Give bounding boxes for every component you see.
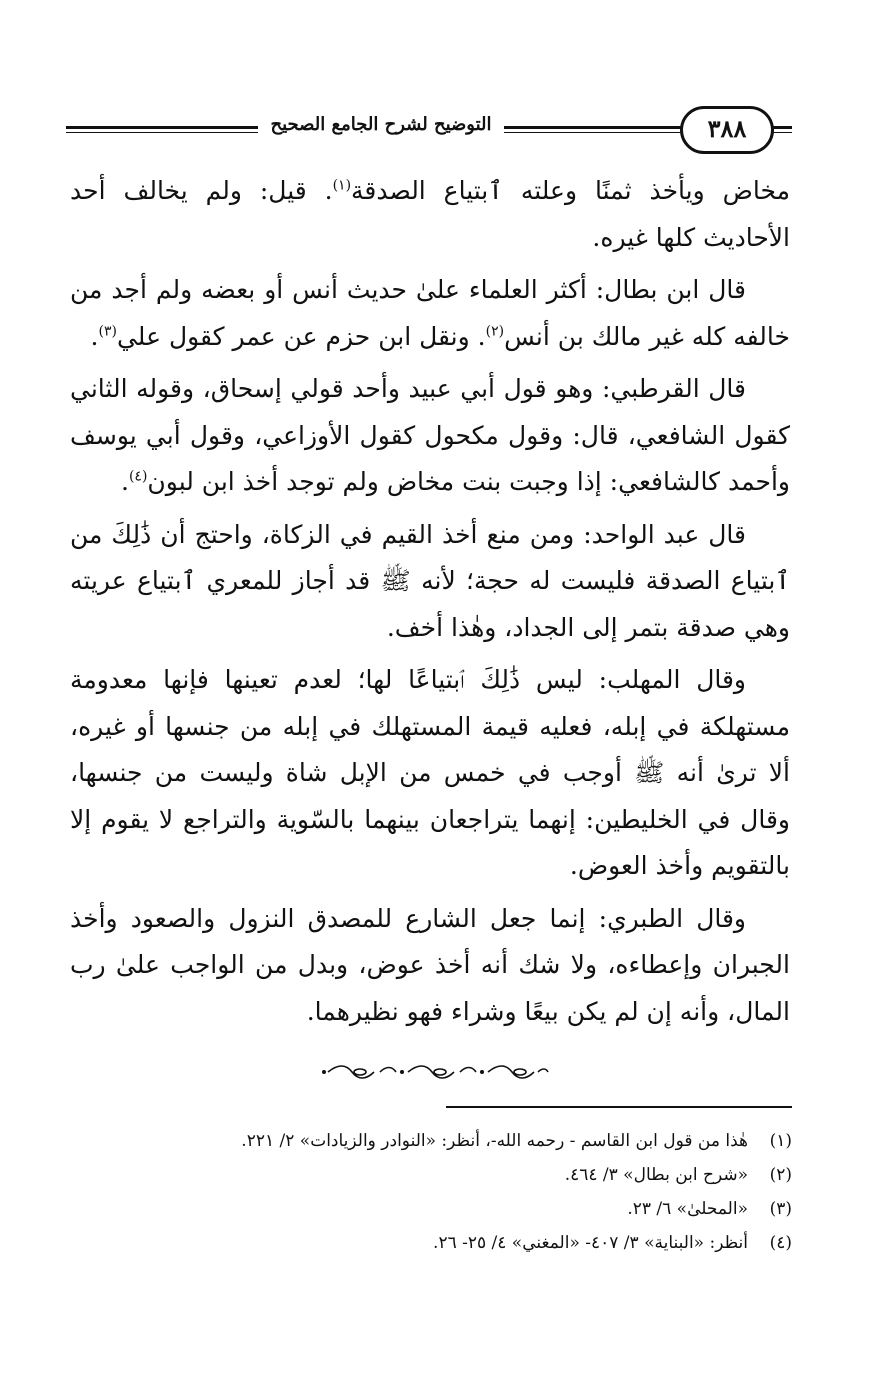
- paragraph-text: وقال الطبري: إنما جعل الشارع للمصدق النزول والصعود وأخذ الجبران وإعطاءه، ولا شك أنه أخذ عوض، وبدل من الواجب علىٰ رب المال، وأنه إن لم يكن بيعًا وشراء فهو نظيرهما.: [70, 903, 790, 1026]
- footnote-ref-4[interactable]: (٤): [128, 468, 148, 485]
- book-title-text: التوضيح لشرح الجامع الصحيح: [258, 114, 503, 135]
- paragraph-3: [70, 366, 790, 506]
- page-header: [66, 100, 792, 156]
- paragraph-5: [70, 657, 790, 890]
- footnote-separator: [446, 1106, 792, 1108]
- footnote-4: [60, 1226, 792, 1260]
- paragraph-text: .: [121, 467, 129, 496]
- main-text: [70, 168, 790, 1041]
- paragraph-2: [70, 267, 790, 360]
- paragraph-1: [70, 168, 790, 261]
- footnote-ref-1[interactable]: (١): [332, 177, 352, 194]
- footnote-3: [60, 1192, 792, 1226]
- paragraph-text: وقال المهلب: ليس ذَٰلِكَ ٱبتياعًا لها؛ لعدم تعينها فإنها معدومة مستهلكة في إبله، فعليه قيمة المستهلك في إبله من جنسها أو غيره، ألا ترىٰ أنه ﷺ أوجب في خمس من الإبل شاة وليست من جنسها، وقال في الخليطين: إنهما يتراجعان بينهما بالسّوية والتراجع لا يقوم إلا بالتقويم وأخذ العوض.: [70, 665, 790, 880]
- paragraph-text: .: [90, 321, 99, 351]
- footnote-ref-3[interactable]: (٣): [98, 323, 117, 340]
- paragraph-text: مخاض ويأخذ ثمنًا وعلته ٱبتياع الصدقة: [351, 176, 790, 205]
- paragraph-text: قال عبد الواحد: ومن منع أخذ القيم في الزكاة، واحتج أن ذَٰلِكَ من ٱبتياع الصدقة فليست له حجة؛ لأنه ﷺ قد أجاز للمعري ٱبتياع عريته وهي صدقة بتمر إلى الجداد، وهٰذا أخف.: [70, 519, 790, 642]
- page-number: ٣٨٨: [680, 106, 774, 154]
- footnote-text: هٰذا من قول ابن القاسم - رحمه الله-، أنظر: «النوادر والزيادات» ٢/ ٢٢١.: [241, 1131, 748, 1151]
- footnote-number: (٣): [769, 1199, 792, 1219]
- paragraph-6: [70, 896, 790, 1036]
- footnote-text: «شرح ابن بطال» ٣/ ٤٦٤.: [564, 1165, 748, 1185]
- footnote-ref-2[interactable]: (٢): [485, 323, 505, 340]
- footnote-text: «المحلىٰ» ٦/ ٢٣.: [627, 1199, 748, 1219]
- paragraph-text: قال ابن بطال: أكثر العلماء علىٰ حديث أنس أو بعضه ولم أجد من خالفه كله غير مالك بن أنس: [70, 275, 790, 351]
- footnote-text: أنظر: «البناية» ٣/ ٤٠٧- «المغني» ٤/ ٢٥- ٢٦.: [433, 1233, 748, 1253]
- footnote-number: (١): [769, 1131, 792, 1151]
- paragraph-text: . قيل: ولم يخالف أحد الأحاديث كلها غيره.: [70, 176, 790, 252]
- footnote-2: [60, 1158, 792, 1192]
- book-title: [66, 112, 696, 138]
- paragraph-4: [70, 512, 790, 652]
- section-divider-ornament-icon: [320, 1060, 550, 1084]
- footnote-number: (٤): [769, 1233, 792, 1253]
- paragraph-text: قال القرطبي: وهو قول أبي عبيد وأحد قولي إسحاق، وقوله الثاني كقول الشافعي، قال: وقول مكحول كقول الأوزاعي، وقول أبي يوسف وأحمد كالشافعي: إذا وجبت بنت مخاض ولم توجد أخذ ابن لبون: [70, 374, 790, 496]
- footnotes: [60, 1124, 792, 1260]
- footnote-1: [60, 1124, 792, 1158]
- paragraph-text: . ونقل ابن حزم عن عمر كقول علي: [116, 321, 486, 351]
- footnote-number: (٢): [769, 1165, 792, 1185]
